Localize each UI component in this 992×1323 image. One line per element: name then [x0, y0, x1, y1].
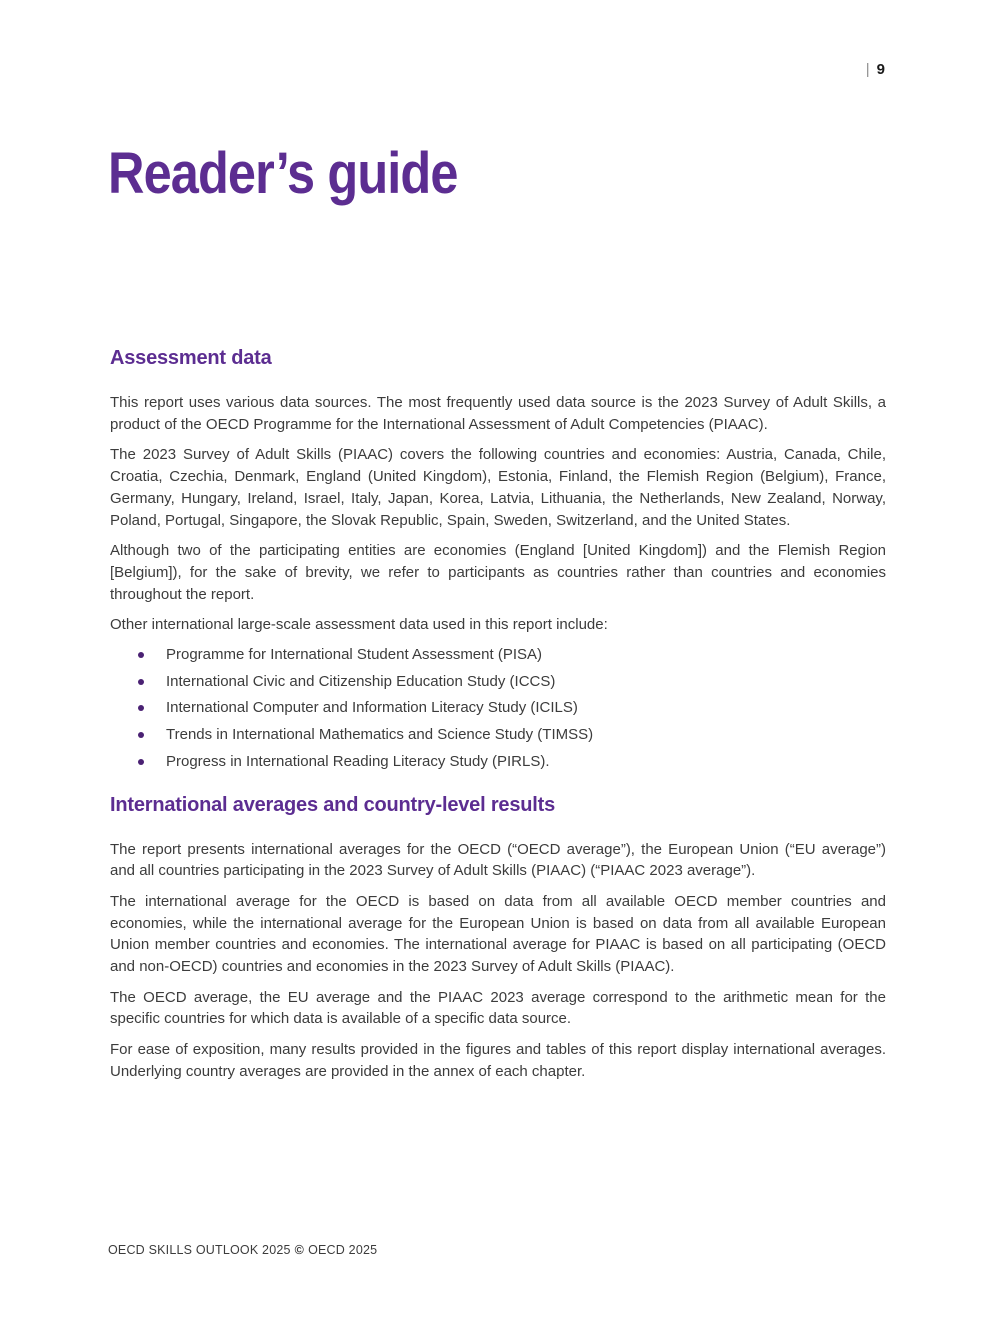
list-item — [110, 644, 886, 666]
list-item — [110, 751, 886, 773]
list-item-label: Programme for International Student Assessment (PISA) — [166, 646, 543, 664]
paragraph-other-assessments-intro: Other international large-scale assessment data used in this report include: — [110, 616, 608, 634]
bullet-dot-icon — [138, 679, 144, 685]
bullet-dot-icon — [138, 759, 144, 765]
paragraph-arithmetic-mean: The OECD average, the EU average and the PIAAC 2023 average correspond to the arithmetic mean for the specific countries for which data is available of a specific data source. — [110, 988, 886, 1028]
main-content — [110, 0, 886, 1083]
footer — [108, 1242, 377, 1258]
list-item-label: International Civic and Citizenship Education Study (ICCS) — [166, 672, 556, 690]
list-item-label: International Computer and Information Literacy Study (ICILS) — [166, 699, 578, 717]
copyright-icon: © — [294, 1243, 305, 1257]
bullet-dot-icon — [138, 705, 144, 711]
list-item — [110, 724, 886, 746]
paragraph-data-sources: This report uses various data sources. The most frequently used data source is the 2023 Survey of Adult Skills, a product of the OECD Programme for the International Assessment of Adult Competencies (PIAAC). — [110, 394, 886, 433]
paragraph-economies-note: Although two of the participating entities are economies (England [United Kingdom]) and the Flemish Region [Belgium]), for the sake of brevity, we refer to participants as countries rather than countries and economies throughout the report. — [110, 542, 886, 603]
bullet-dot-icon — [138, 732, 144, 738]
paragraph-ease-of-exposition: For ease of exposition, many results provided in the figures and tables of this report display international averages. Underlying country averages are provided in the annex of each chapter. — [110, 1041, 886, 1080]
paragraph-countries-list: The 2023 Survey of Adult Skills (PIAAC) covers the following countries and economies: Austria, Canada, Chile, Croatia, Czechia, Denmark, England (United Kingdom), Estonia, Finland, the Flemish Region (Belgium), France, Germany, Hungary, Ireland, Israel, Italy, Japan, Korea, Latvia, Lithuania, the Netherlands, New Zealand, Norway, Poland, Portugal, Singapore, the Slovak Republic, Spain, Sweden, Switzerland, and the United States. — [110, 446, 886, 529]
page-number-value: 9 — [876, 61, 885, 78]
list-item-label: Trends in International Mathematics and Science Study (TIMSS) — [166, 726, 594, 744]
section-heading-international-averages: International averages and country-level results — [110, 793, 555, 816]
bullet-dot-icon — [138, 652, 144, 658]
footer-report-title: OECD SKILLS OUTLOOK 2025 — [108, 1243, 291, 1257]
page-number-separator: | — [865, 61, 870, 78]
list-item — [110, 697, 886, 719]
list-item-label: Progress in International Reading Literacy Study (PIRLS). — [166, 752, 550, 770]
list-item — [110, 671, 886, 693]
footer-year: OECD 2025 — [308, 1243, 378, 1257]
section-heading-assessment-data: Assessment data — [110, 347, 272, 369]
paragraph-averages-presented: The report presents international averages for the OECD (“OECD average”), the European Union (“EU average”) and all countries participating in the 2023 Survey of Adult Skills (PIAAC) (“PIAAC 2023 average”). — [110, 840, 886, 880]
page-title: Reader’s guide — [108, 140, 458, 206]
assessment-sources-list — [110, 644, 886, 773]
paragraph-average-definitions: The international average for the OECD is based on data from all available OECD member countries and economies, while the international average for the European Union is based on data from all available European Union member countries and economies. The international average for PIAAC is based on all participating (OECD and non-OECD) countries and economies in the 2023 Survey of Adult Skills (PIAAC). — [110, 892, 886, 976]
